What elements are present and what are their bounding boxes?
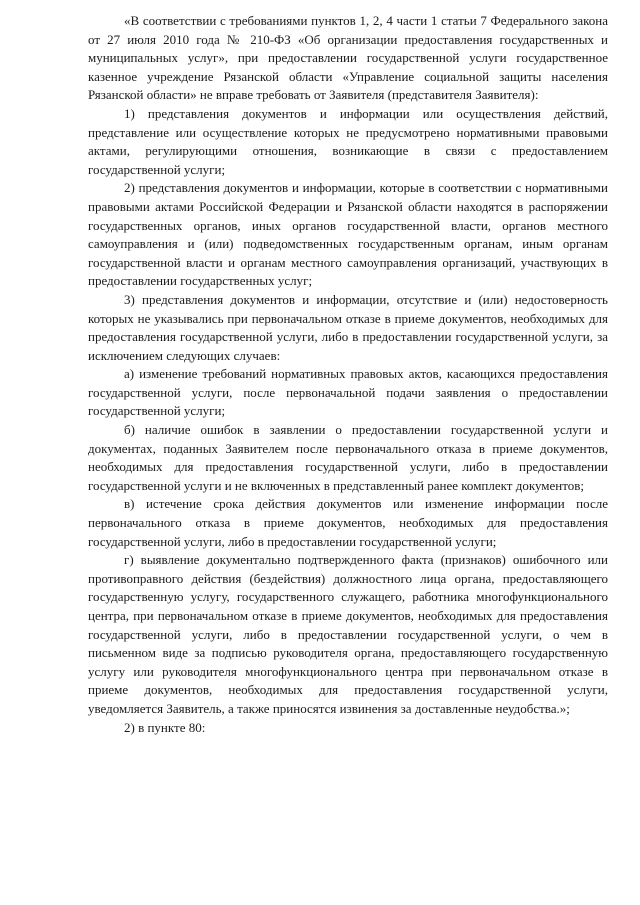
sub-item-b: б) наличие ошибок в заявлении о предоставлении государственной услуги и документах, поданных Заявителем после первоначального отказа в приеме документов, необходимых для предоставления государственной услуги, либо в предоставлении государственной услуги и не включенных в представленный ранее комплект документов; <box>88 422 608 493</box>
final-item: 2) в пункте 80: <box>124 719 206 735</box>
list-item-2: 2) представления документов и информации, которые в соответствии с нормативными правовыми актами Российской Федерации и Рязанской области находятся в распоряжении государственных органов, иных органов государственной власти, органов местного самоуправления и (или) подведомственных государственным органам, иным органам государственной власти и органам местного самоуправления организаций, участвующих в предоставлении государственных услуг; <box>88 180 608 289</box>
list-item-1: 1) представления документов и информации или осуществления действий, представление или осуществление которых не предусмотрено нормативными правовыми актами, регулирующими отношения, возникающие в связи с предоставлением государственной услуги; <box>88 105 608 177</box>
intro-paragraph: «В соответствии с требованиями пунктов 1, 2, 4 части 1 статьи 7 Федерального закона от 27 июля 2010 года № 210-ФЗ «Об организации предоставления государственных и муниципальных услуг», при предоставлении государственной услуги государственное казенное учреждение Рязанской области «Управление социальной защиты населения Рязанской области» не вправе требовать от Заявителя (представителя Заявителя): <box>88 13 608 103</box>
sub-item-v: в) истечение срока действия документов или изменение информации после первоначального отказа в приеме документов, необходимых для предоставления государственной услуги, либо в предоставлении государственной услуги; <box>88 496 608 549</box>
sub-item-a: а) изменение требований нормативных правовых актов, касающихся предоставления государственной услуги, после первоначальной подачи заявления о предоставлении государственной услуги; <box>88 366 608 419</box>
list-item-3: 3) представления документов и информации, отсутствие и (или) недостоверность которых не указывались при первоначальном отказе в приеме документов, необходимых для предоставления государственной услуги, либо в предоставлении государственной услуги, за исключением следующих случаев: <box>88 291 608 363</box>
document-page <box>88 12 608 737</box>
sub-item-g: г) выявление документально подтвержденного факта (признаков) ошибочного или противоправного действия (бездействия) должностного лица органа, предоставляющего государственную услугу, государственного служащего, работника многофункционального центра, при первоначальном отказе в приеме документов, необходимых для предоставления государственной услуги, либо в предоставлении государственной услуги, о чем в письменном виде за подписью руководителя органа, предоставляющего государственную услугу или руководителя многофункционального центра при первоначальном отказе в приеме документов, необходимых для предоставления государственной услуги, уведомляется Заявитель, а также приносятся извинения за доставленные неудобства.»; <box>88 552 608 716</box>
